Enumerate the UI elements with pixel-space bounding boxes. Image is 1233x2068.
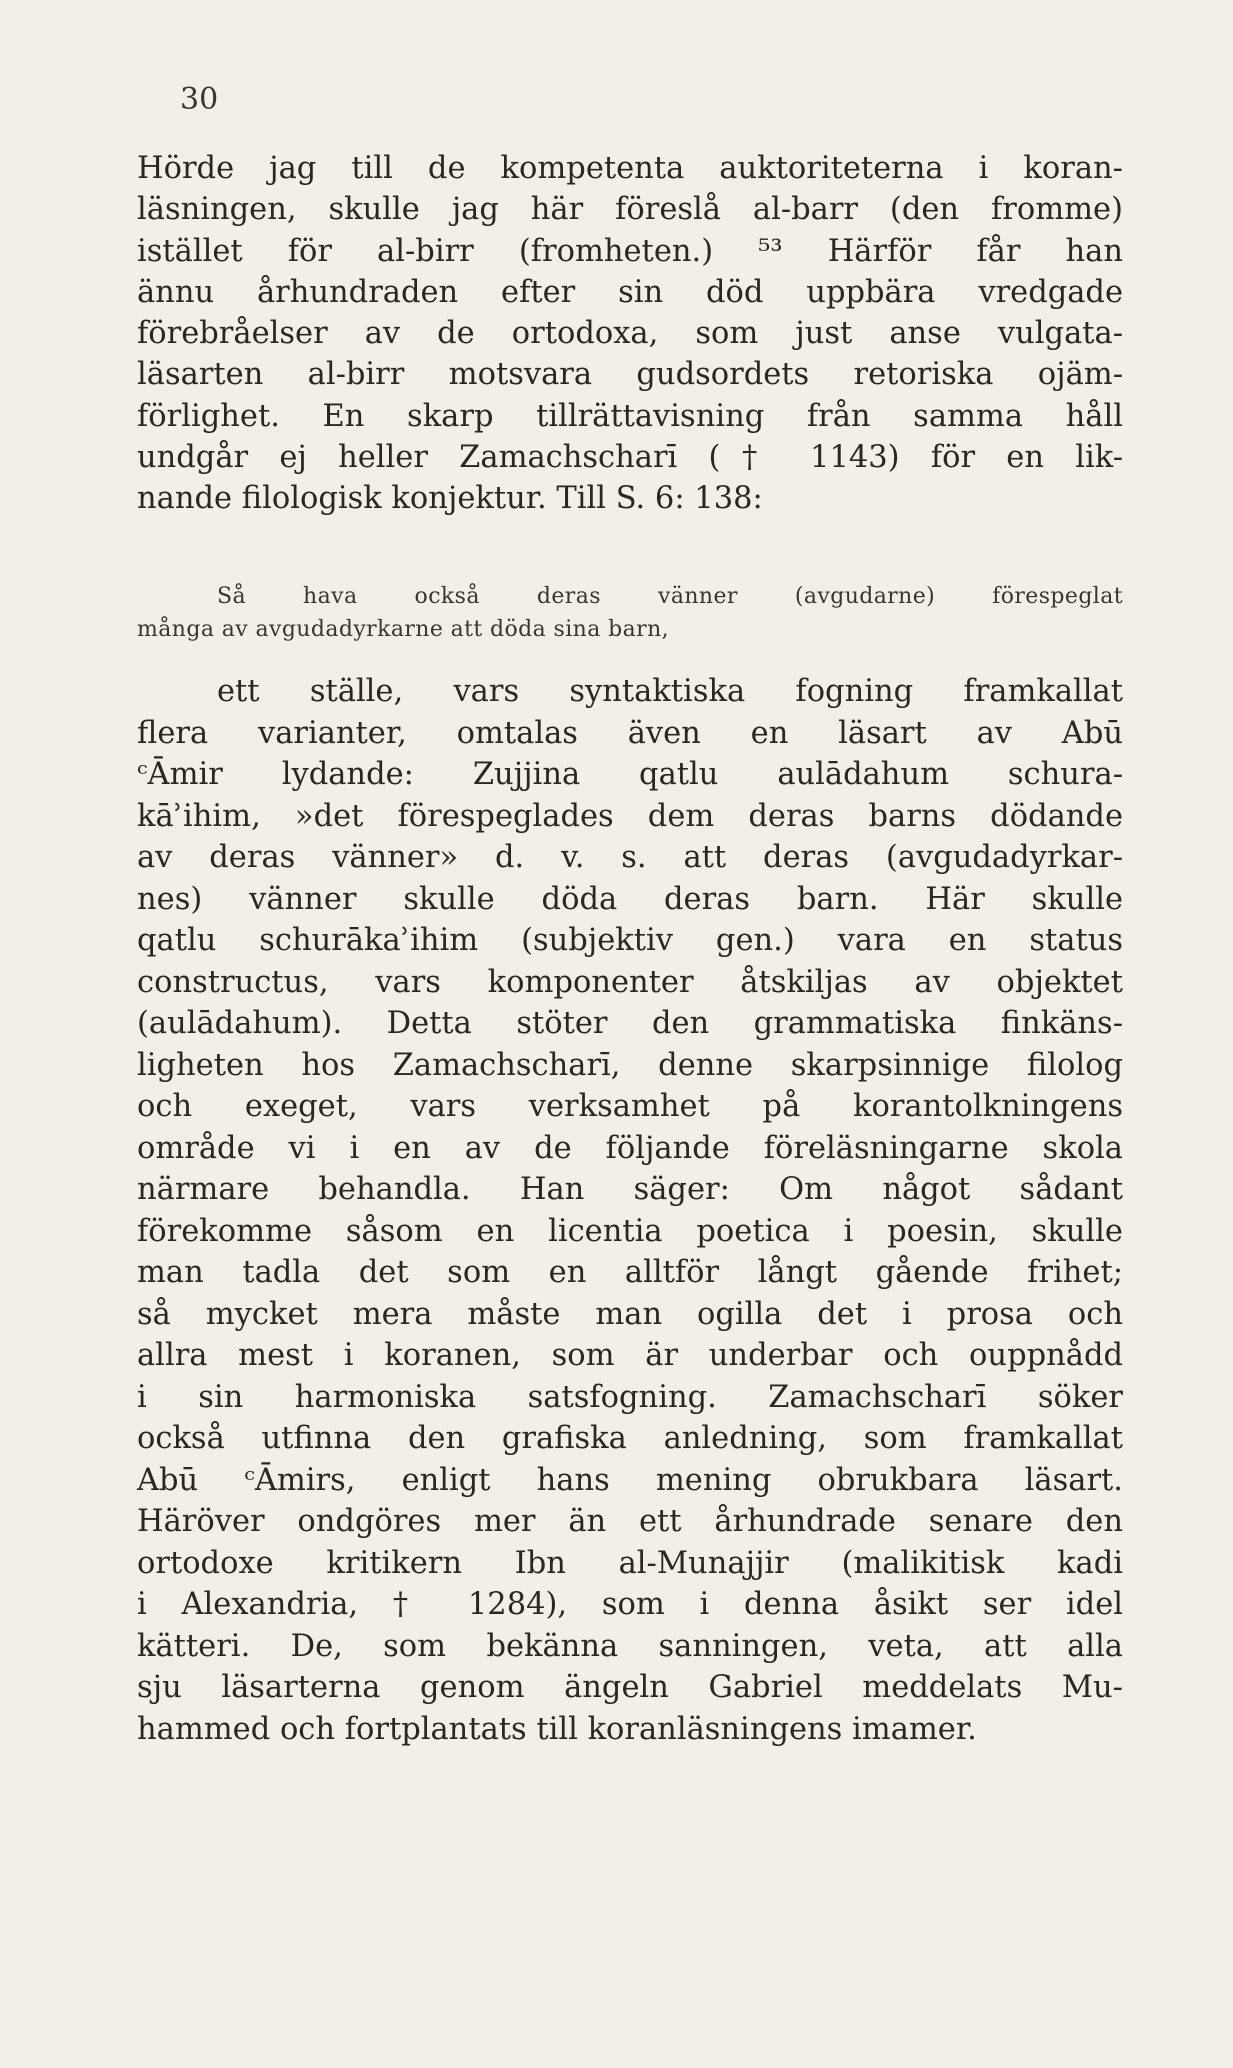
text-line: Hörde jag till de kompetenta auktoriteterna i koran- — [137, 151, 1123, 186]
text-line: ortodoxe kritikern Ibn al-Munajjir (malikitisk kadi — [137, 1545, 1123, 1581]
text-line: förekomme såsom en licentia poetica i poesin, skulle — [137, 1213, 1123, 1249]
text-line: nande filologisk konjektur. Till S. 6: 138: — [137, 481, 763, 517]
text-line: man tadla det som en alltför långt gående frihet; — [137, 1255, 1123, 1290]
text-line: område vi i en av de följande föreläsningarne skola — [137, 1130, 1123, 1166]
text-line: kätteri. De, som bekänna sanningen, veta, att alla — [137, 1628, 1123, 1664]
text-line: också utfinna den grafiska anledning, som framkallat — [137, 1421, 1123, 1456]
text-line: kāʾihim, »det förespeglades dem deras barns dödande — [137, 798, 1123, 834]
text-line: (aulādahum). Detta stöter den grammatiska finkäns- — [137, 1006, 1123, 1041]
text-line: och exeget, vars verksamhet på korantolkningens — [137, 1089, 1123, 1124]
text-line: så mycket mera måste man ogilla det i prosa och — [137, 1296, 1123, 1332]
text-line: constructus, vars komponenter åtskiljas av objektet — [137, 964, 1123, 1000]
quran-quote — [137, 580, 1123, 646]
text-line: Häröver ondgöres mer än ett århundrade senare den — [137, 1504, 1123, 1539]
text-line: läsningen, skulle jag här föreslå al-barr (den fromme) — [137, 192, 1123, 228]
text-line: ᶜĀmir lydande: Zujjina qatlu aulādahum schura- — [137, 757, 1123, 792]
quote-line: många av avgudadyrkarne att döda sina barn, — [137, 617, 670, 642]
text-line: förlighet. En skarp tillrättavisning från samma håll — [137, 398, 1123, 434]
text-line: flera varianter, omtalas även en läsart av Abū — [137, 715, 1123, 751]
text-line: hammed och fortplantats till koranläsningens imamer. — [137, 1711, 977, 1747]
text-line: Abū ᶜĀmirs, enligt hans mening obrukbara läsart. — [137, 1462, 1123, 1498]
text-line: ett ställe, vars syntaktiska fogning framkallat — [217, 674, 1123, 709]
text-line: qatlu schurākaʾihim (subjektiv gen.) vara en status — [137, 923, 1123, 958]
text-line: undgår ej heller Zamachscharī († 1143) för en lik- — [137, 440, 1123, 476]
text-line: istället för al-birr (fromheten.) ⁵³ Härför får han — [137, 233, 1123, 269]
text-line: förebråelser av de ortodoxa, som just anse vulgata- — [137, 316, 1123, 352]
text-line: sju läsarterna genom ängeln Gabriel meddelats Mu- — [137, 1670, 1123, 1705]
text-line: av deras vänner» d. v. s. att deras (avgudadyrkar- — [137, 840, 1123, 875]
text-line: i sin harmoniska satsfogning. Zamachscharī söker — [137, 1379, 1123, 1415]
text-line: närmare behandla. Han säger: Om något sådant — [137, 1172, 1123, 1207]
text-line: i Alexandria, † 1284), som i denna åsikt ser idel — [137, 1587, 1123, 1622]
quote-line: Så hava också deras vänner (avgudarne) förespeglat — [217, 584, 1123, 609]
body-paragraph-1 — [137, 148, 1123, 520]
page-number: 30 — [180, 82, 219, 117]
text-line: nes) vänner skulle döda deras barn. Här skulle — [137, 881, 1123, 917]
text-line: ligheten hos Zamachscharī, denne skarpsinnige filolog — [137, 1047, 1123, 1083]
body-paragraph-2 — [137, 671, 1123, 1750]
text-line: ännu århundraden efter sin död uppbära vredgade — [137, 274, 1123, 310]
text-line: läsarten al-birr motsvara gudsordets retoriska ojäm- — [137, 357, 1123, 393]
text-line: allra mest i koranen, som är underbar och ouppnådd — [137, 1338, 1123, 1373]
